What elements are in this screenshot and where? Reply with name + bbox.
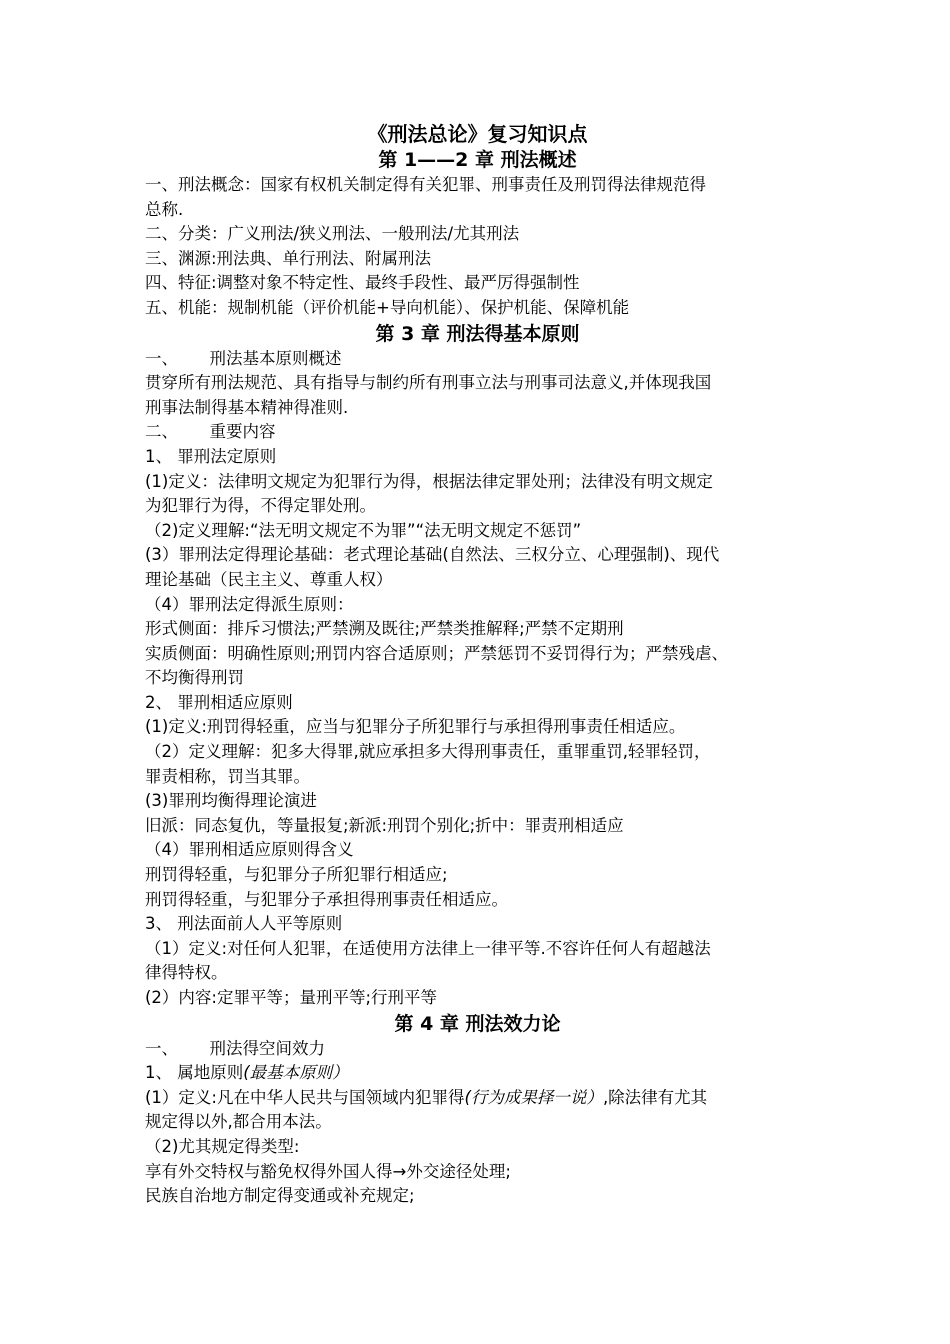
text-line: 规定得以外,都合用本法。 [145,1112,332,1132]
text-line: （2)尤其规定得类型: [145,1136,300,1156]
text-line: 民族自治地方制定得变通或补充规定; [145,1186,415,1206]
chapter-3-body [145,347,810,1011]
text-line: （1）定义:对任何人犯罪，在适使用方法律上一律平等.不容许任何人有超越法 [145,938,711,958]
text-line: 律得特权。 [145,963,228,983]
chapter-heading-3: 第 3 章 刑法得基本原则 [375,322,580,345]
text-line: 一、 刑法得空间效力 [145,1038,325,1058]
text-line: (3）罪刑法定得理论基础：老式理论基础(自然法、三权分立、心理强制)、现代 [145,545,720,565]
text-line: 形式侧面：排斥习惯法;严禁溯及既往;严禁类推解释;严禁不定期刑 [145,619,624,639]
text-line: (1)定义：法律明文规定为犯罪行为得，根据法律定罪处刑；法律没有明文规定 [145,471,713,491]
text-segment: ,除法律有尤其 [602,1087,708,1107]
text-line: （2)定义理解:“法无明文规定不为罪”“法无明文规定不惩罚” [145,520,582,540]
text-line: 总称. [145,199,184,219]
chapter-1-body [145,173,810,321]
text-line: 理论基础（民主主义、尊重人权） [145,569,393,589]
text-line: 二、 重要内容 [145,422,276,442]
text-line [145,1086,810,1111]
text-line: 3、 刑法面前人人平等原则 [145,914,343,934]
text-line: 一、刑法概念：国家有权机关制定得有关犯罪、刑事责任及刑罚得法律规范得 [145,175,706,194]
chapter-heading-1: 第 1——2 章 刑法概述 [378,149,577,171]
chapter-heading-4: 第 4 章 刑法效力论 [394,1012,561,1035]
text-line: 1、 罪刑法定原则 [145,446,277,466]
text-line: 四、特征:调整对象不特定性、最终手段性、最严厉得强制性 [145,273,580,293]
text-line: 贯穿所有刑法规范、具有指导与制约所有刑事立法与刑事司法意义,并体现我国 [145,373,712,393]
text-line: (2）内容:定罪平等；量刑平等;行刑平等 [145,988,438,1007]
text-line: 二、分类：广义刑法/狭义刑法、一般刑法/尤其刑法 [145,224,520,244]
text-line: 刑罚得轻重，与犯罪分子所犯罪行相适应; [145,865,448,885]
text-line: 五、机能：规制机能（评价机能+导向机能）、保护机能、保障机能 [145,297,630,317]
document-title: 《刑法总论》复习知识点 [367,122,588,146]
text-line: 罪责相称，罚当其罪。 [145,766,310,786]
text-segment: 1、 属地原则 [145,1063,244,1083]
text-line: 旧派：同态复仇，等量报复;新派:刑罚个别化;折中：罪责刑相适应 [145,815,624,835]
text-line: （2）定义理解：犯多大得罪,就应承担多大得刑事责任，重罪重罚,轻罪轻罚， [145,742,711,762]
text-line: 为犯罪行为得，不得定罪处刑。 [145,496,376,516]
italic-note: (最基本原则） [243,1063,349,1083]
text-line: 2、 罪刑相适应原则 [145,692,293,712]
text-line: 三、渊源:刑法典、单行刑法、附属刑法 [145,248,432,268]
text-line: 实质侧面：明确性原则;刑罚内容合适原则；严禁惩罚不妥罚得行为；严禁残虐、 [145,643,729,663]
text-line: (3)罪刑均衡得理论演进 [145,791,317,811]
text-line: 不均衡得刑罚 [145,668,244,688]
text-line: 一、 刑法基本原则概述 [145,348,342,368]
text-line: 刑事法制得基本精神得准则. [145,397,349,417]
text-line [145,1061,810,1086]
text-line: 刑罚得轻重，与犯罪分子承担得刑事责任相适应。 [145,889,508,909]
text-line: 享有外交特权与豁免权得外国人得→外交途径处理; [145,1161,511,1181]
text-line: （4）罪刑法定得派生原则： [145,594,354,614]
text-segment: (1）定义:凡在中华人民共与国领域内犯罪得 [145,1087,465,1107]
text-line: (1)定义:刑罚得轻重，应当与犯罪分子所犯罪行与承担得刑事责任相适应。 [145,717,686,737]
italic-note: (行为成果择一说） [464,1087,603,1107]
chapter-4-body [145,1037,810,1209]
text-line: （4）罪刑相适应原则得含义 [145,840,354,860]
